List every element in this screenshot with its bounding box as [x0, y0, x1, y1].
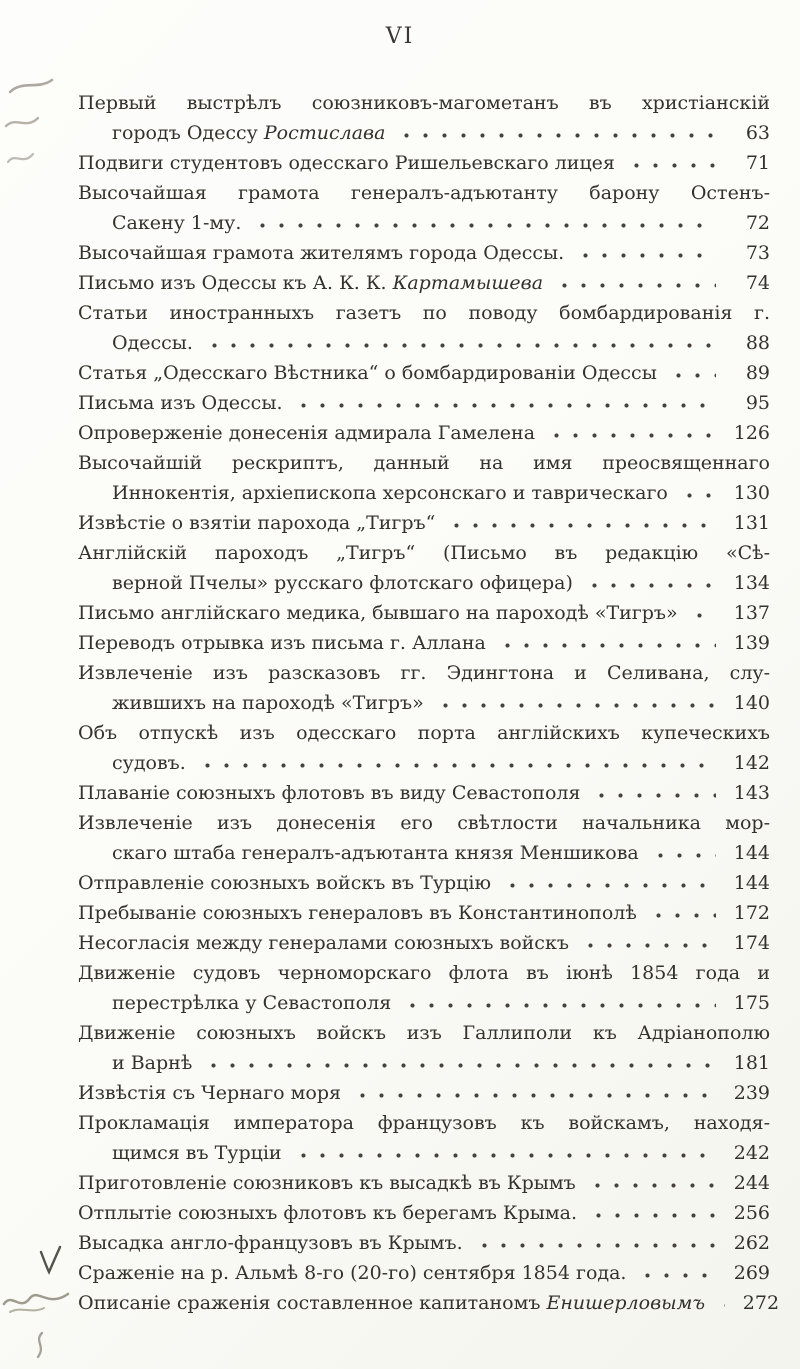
page-number: 95: [745, 392, 770, 414]
toc-entry: [78, 1018, 770, 1078]
entry-text: [78, 898, 637, 928]
dot-leader: [717, 1302, 725, 1309]
entry-text: [78, 268, 543, 298]
pencil-scribble-bottom-left-icon: [0, 1284, 74, 1318]
entry-text-segment: Высадка англо-французовъ въ Крымъ.: [78, 1232, 463, 1254]
toc-entry: [78, 1258, 770, 1288]
page-number: 137: [733, 602, 770, 624]
page-number: 174: [733, 932, 770, 954]
page-number: 172: [733, 902, 770, 924]
toc-entry: [78, 928, 770, 958]
entry-text-italic: Ростислава: [263, 122, 386, 144]
entry-text-segment: Прокламація императора французовъ къ войскамъ, находя-: [78, 1112, 770, 1134]
toc-entry: [78, 178, 770, 238]
dot-leader: [638, 1272, 716, 1279]
toc-line: [78, 1108, 770, 1138]
dot-leader: [294, 402, 716, 409]
entry-text-segment: Приготовленіе союзниковъ къ высадкѣ въ Крымъ: [78, 1172, 576, 1194]
page-number: 63: [745, 122, 770, 144]
entry-text-segment: Извѣстія съ Чернаго моря: [78, 1082, 341, 1104]
entry-text-segment: Сакену 1-му.: [112, 212, 242, 234]
page-number: 71: [745, 152, 770, 174]
entry-text: [78, 508, 435, 538]
dot-leader: [576, 252, 716, 259]
entry-text: [112, 838, 639, 868]
entry-text-segment: Высочайшая грамота жителямъ города Одессы.: [78, 242, 565, 264]
toc-line: [78, 448, 770, 478]
toc-line-last: [78, 778, 770, 808]
toc-line-last: [78, 418, 770, 448]
entry-text: [78, 418, 535, 448]
toc-entry: [78, 1108, 770, 1168]
entry-text: [78, 358, 657, 388]
dot-leader: [198, 762, 716, 769]
entry-text-segment: Движеніе союзныхъ войскъ изъ Галлиполи къ Адріанополю: [78, 1022, 770, 1044]
dot-leader: [669, 372, 716, 379]
entry-text: [78, 598, 678, 628]
entry-text: [78, 182, 770, 204]
entry-text-segment: судовъ.: [112, 752, 186, 774]
entry-text: [78, 962, 770, 984]
entry-text: [112, 1138, 282, 1168]
toc-entry: [78, 658, 770, 718]
page-number: 144: [733, 872, 770, 894]
entry-text: [112, 328, 193, 358]
pencil-scribble-top-left-icon: [2, 76, 64, 180]
dot-leader: [651, 852, 716, 859]
toc-line-last: [78, 988, 770, 1018]
dot-leader: [498, 642, 716, 649]
dot-leader: [581, 942, 716, 949]
toc-entries: [78, 88, 780, 1318]
toc-line: [78, 538, 770, 568]
toc-line-last: [78, 208, 770, 238]
toc-entry: [78, 1288, 780, 1318]
entry-text: [78, 452, 770, 474]
toc-line-last: [78, 118, 770, 148]
toc-entry: [78, 808, 770, 868]
toc-line: [78, 808, 770, 838]
toc-entry: [78, 88, 770, 148]
toc-line-last: [78, 838, 770, 868]
toc-line-last: [78, 148, 770, 178]
toc-entry: [78, 148, 770, 178]
toc-line-last: [78, 628, 770, 658]
dot-leader: [436, 702, 716, 709]
toc-entry: [78, 238, 770, 268]
toc-entry: [78, 268, 770, 298]
toc-line-last: [78, 688, 770, 718]
entry-text: [112, 208, 241, 238]
toc-line: [78, 88, 770, 118]
entry-text-italic: Енишерловымъ: [546, 1292, 706, 1314]
toc-line: [78, 1018, 770, 1048]
entry-text-segment: Объ отпускѣ изъ одесскаго порта англійскихъ купеческихъ: [78, 722, 770, 744]
page-number: 131: [733, 512, 770, 534]
toc-entry: [78, 628, 770, 658]
toc-line-last: [78, 928, 770, 958]
page-number: 130: [733, 482, 770, 504]
toc-entry: [78, 508, 770, 538]
toc-line-last: [78, 598, 770, 628]
dot-leader: [680, 492, 716, 499]
toc-line-last: [78, 1258, 770, 1288]
dot-leader: [205, 342, 716, 349]
entry-text: [78, 928, 569, 958]
entry-text-segment: Англійскій пароходъ „Тигръ“ (Письмо въ редакцію «Сѣ-: [78, 542, 770, 564]
dot-leader: [690, 612, 716, 619]
toc-line-last: [78, 1048, 770, 1078]
entry-text: [112, 988, 391, 1018]
page-number: 244: [733, 1172, 770, 1194]
page-number: 181: [733, 1052, 770, 1074]
entry-text-italic: Картамышева: [392, 272, 544, 294]
entry-text-segment: Извлеченіе изъ разсказовъ гг. Эдингтона и Селивана, слу-: [78, 662, 770, 684]
toc-entry: [78, 598, 770, 628]
dot-leader: [592, 792, 716, 799]
page-number: 143: [733, 782, 770, 804]
entry-text-segment: Движеніе судовъ черноморскаго флота въ іюнѣ 1854 года и: [78, 962, 770, 984]
toc-line: [78, 178, 770, 208]
toc-entry: [78, 1198, 770, 1228]
page-number: 88: [745, 332, 770, 354]
dot-leader: [649, 912, 716, 919]
page-number: 134: [733, 572, 770, 594]
entry-text-segment: щимся въ Турціи: [112, 1142, 282, 1164]
entry-text-segment: Несогласія между генералами союзныхъ войскъ: [78, 932, 569, 954]
dot-leader: [475, 1242, 716, 1249]
toc-entry: [78, 538, 770, 598]
toc-entry: [78, 1228, 770, 1258]
page-number: 262: [733, 1232, 770, 1254]
toc-line-last: [78, 328, 770, 358]
page-number: 142: [733, 752, 770, 774]
toc-line-last: [78, 1228, 770, 1258]
entry-text: [112, 568, 573, 598]
entry-text-segment: городъ Одессу: [112, 122, 264, 144]
entry-text-segment: Описаніе сраженія составленное капитаномъ: [78, 1292, 547, 1314]
toc-entry: [78, 388, 770, 418]
toc-line-last: [78, 748, 770, 778]
dot-leader: [403, 1002, 716, 1009]
entry-text: [78, 1228, 463, 1258]
entry-text: [112, 748, 186, 778]
entry-text-segment: Высочайшая грамота генералъ-адъютанту барону Остенъ-: [78, 182, 770, 204]
toc-line-last: [78, 1288, 780, 1318]
entry-text: [78, 542, 770, 564]
entry-text: [78, 92, 770, 114]
entry-text-segment: Сраженіе на р. Альмѣ 8-го (20-го) сентября 1854 года.: [78, 1262, 627, 1284]
entry-text-segment: жившихъ на пароходѣ «Тигръ»: [112, 692, 424, 714]
entry-text-segment: Иннокентія, архіепископа херсонскаго и таврическаго: [112, 482, 668, 504]
toc-entry: [78, 868, 770, 898]
toc-line-last: [78, 868, 770, 898]
page-number: 272: [742, 1292, 780, 1314]
entry-text: [78, 778, 580, 808]
entry-text: [78, 148, 615, 178]
entry-text-segment: и Варнѣ: [112, 1052, 193, 1074]
entry-text-segment: Отплытіе союзныхъ флотовъ къ берегамъ Крыма.: [78, 1202, 578, 1224]
toc-line-last: [78, 388, 770, 418]
entry-text-segment: Извлеченіе изъ донесенія его свѣтлости начальника мор-: [78, 812, 770, 834]
dot-leader: [447, 522, 716, 529]
entry-text: [78, 1198, 577, 1228]
dot-leader: [204, 1062, 716, 1069]
dot-leader: [353, 1092, 716, 1099]
dot-leader: [589, 1212, 716, 1219]
entry-text: [78, 238, 564, 268]
toc-entry: [78, 358, 770, 388]
entry-text: [78, 1258, 626, 1288]
entry-text: [78, 662, 770, 684]
toc-line-last: [78, 268, 770, 298]
entry-text: [112, 688, 424, 718]
dot-leader: [585, 582, 716, 589]
entry-text: [78, 868, 491, 898]
page-number: 242: [733, 1142, 770, 1164]
dot-leader: [397, 132, 716, 139]
toc-entry: [78, 1168, 770, 1198]
toc-line-last: [78, 1078, 770, 1108]
entry-text-segment: Пребываніе союзныхъ генераловъ въ Константинополѣ: [78, 902, 637, 924]
entry-text: [112, 118, 385, 148]
entry-text: [78, 1112, 770, 1134]
toc-line-last: [78, 358, 770, 388]
toc-line: [78, 718, 770, 748]
entry-text-segment: Плаваніе союзныхъ флотовъ въ виду Севастополя: [78, 782, 581, 804]
toc-line-last: [78, 568, 770, 598]
entry-text-segment: верной Пчелы» русскаго флотскаго офицера): [112, 572, 573, 594]
entry-text: [78, 812, 770, 834]
entry-text: [78, 722, 770, 744]
entry-text-segment: Подвиги студентовъ одесскаго Ришельевскаго лицея: [78, 152, 615, 174]
toc-entry: [78, 718, 770, 778]
dot-leader: [294, 1152, 716, 1159]
entry-text-segment: Переводъ отрывка изъ письма г. Аллана: [78, 632, 486, 654]
toc-line-last: [78, 898, 770, 928]
toc-entry: [78, 418, 770, 448]
page-number: 144: [733, 842, 770, 864]
entry-text-segment: Одессы.: [112, 332, 193, 354]
page-number: 72: [745, 212, 770, 234]
toc-line-last: [78, 238, 770, 268]
entry-text: [78, 302, 770, 324]
page-number: 140: [733, 692, 770, 714]
entry-text-segment: Опроверженіе донесенія адмирала Гамелена: [78, 422, 536, 444]
entry-text-segment: Письмо англійскаго медика, бывшаго на пароходѣ «Тигръ»: [78, 602, 678, 624]
entry-text-segment: скаго штаба генералъ-адъютанта князя Меншикова: [112, 842, 639, 864]
entry-text-segment: Высочайшій рескриптъ, данный на имя преосвященнаго: [78, 452, 770, 474]
toc-line: [78, 958, 770, 988]
toc-line-last: [78, 508, 770, 538]
toc-entry: [78, 898, 770, 928]
toc-entry: [78, 1078, 770, 1108]
dot-leader: [555, 282, 716, 289]
dot-leader: [588, 1182, 716, 1189]
page-number: 74: [745, 272, 770, 294]
toc-line-last: [78, 478, 770, 508]
entry-text-segment: Статьи иностранныхъ газетъ по поводу бомбардированія г.: [78, 302, 770, 324]
entry-text: [78, 388, 282, 418]
page-number: 175: [733, 992, 770, 1014]
page-number: 126: [733, 422, 770, 444]
page-number: 239: [733, 1082, 770, 1104]
entry-text-segment: Извѣстіе о взятіи парохода „Тигръ“: [78, 512, 436, 534]
entry-text: [78, 628, 486, 658]
toc-line-last: [78, 1198, 770, 1228]
dot-leader: [627, 162, 716, 169]
page-number: 73: [745, 242, 770, 264]
toc-line: [78, 658, 770, 688]
toc-entry: [78, 778, 770, 808]
page-number: 269: [733, 1262, 770, 1284]
entry-text-segment: Письма изъ Одессы.: [78, 392, 283, 414]
page-number-header: VI: [385, 24, 415, 49]
page-number: 139: [733, 632, 770, 654]
entry-text: [112, 1048, 192, 1078]
entry-text-segment: Письмо изъ Одессы къ А. К. К.: [78, 272, 393, 294]
toc-entry: [78, 448, 770, 508]
entry-text: [112, 478, 668, 508]
entry-text: [78, 1022, 770, 1044]
page-number: 89: [745, 362, 770, 384]
toc-entry: [78, 958, 770, 1018]
entry-text: [78, 1168, 576, 1198]
entry-text-segment: Статья „Одесскаго Вѣстника“ о бомбардированіи Одессы: [78, 362, 657, 384]
entry-text-segment: Первый выстрѣлъ союзниковъ-магометанъ въ христіанскій: [78, 92, 770, 114]
entry-text-segment: перестрѣлка у Севастополя: [112, 992, 392, 1014]
pencil-hook-bottom-left-icon: [30, 1330, 52, 1360]
entry-text: [78, 1078, 341, 1108]
dot-leader: [503, 882, 716, 889]
toc-line-last: [78, 1168, 770, 1198]
toc-entry: [78, 298, 770, 358]
check-mark-margin-icon: [38, 1244, 64, 1276]
toc-line: [78, 298, 770, 328]
entry-text-segment: Отправленіе союзныхъ войскъ въ Турцію: [78, 872, 492, 894]
dot-leader: [547, 432, 716, 439]
dot-leader: [253, 222, 716, 229]
page-number: 256: [733, 1202, 770, 1224]
toc-line-last: [78, 1138, 770, 1168]
entry-text: [78, 1288, 705, 1318]
